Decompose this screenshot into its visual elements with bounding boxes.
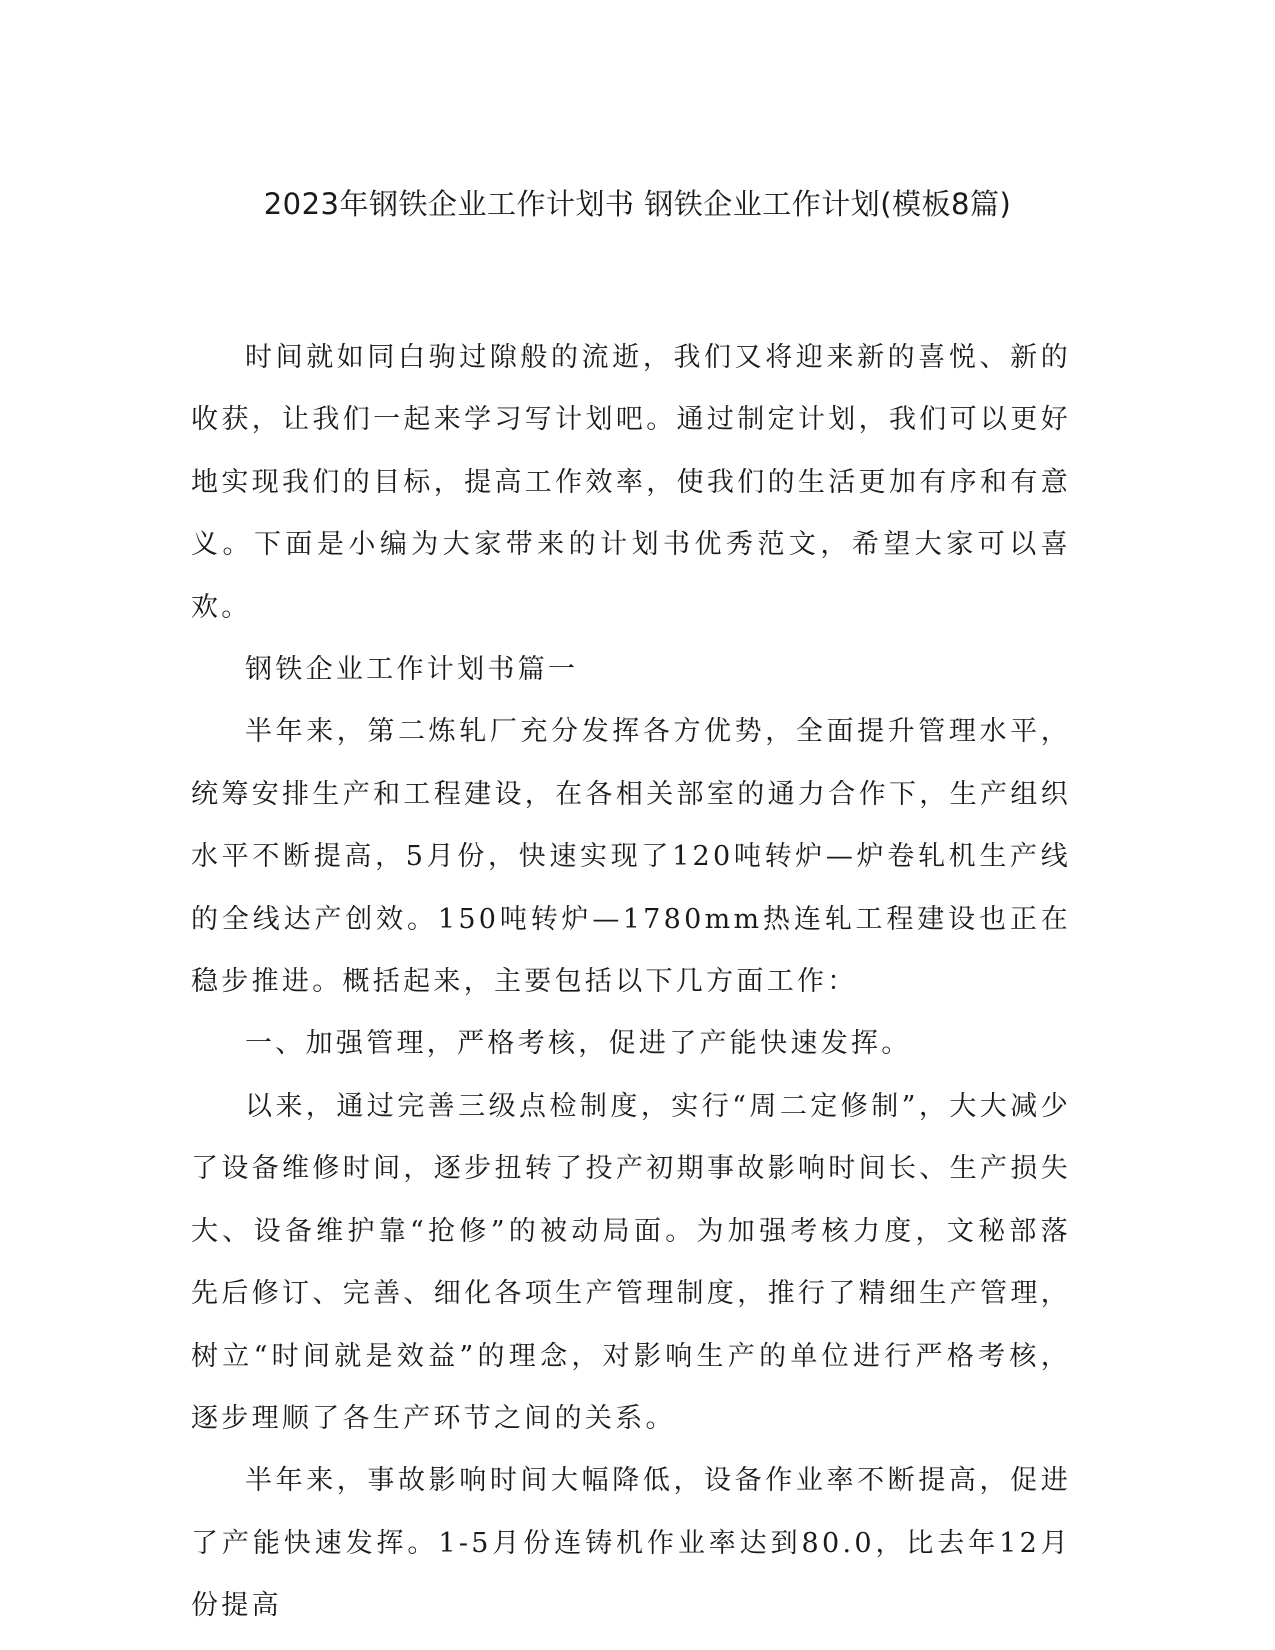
paragraph-results: 半年来，事故影响时间大幅降低，设备作业率不断提高，促进了产能快速发挥。1-5月份连铸机作业率达到80.0，比去年12月份提高 <box>191 1465 1071 1622</box>
subheading-management: 一、加强管理，严格考核，促进了产能快速发挥。 <box>245 1028 912 1060</box>
paragraph-intro: 时间就如同白驹过隙般的流逝，我们又将迎来新的喜悦、新的收获，让我们一起来学习写计划吧。通过制定计划，我们可以更好地实现我们的目标，提高工作效率，使我们的生活更加有序和有意义。下面是小编为大家带来的计划书优秀范文，希望大家可以喜欢。 <box>191 342 1071 623</box>
document-title: 2023年钢铁企业工作计划书 钢铁企业工作计划(模板8篇) <box>263 187 1012 221</box>
document-body <box>191 327 1071 1638</box>
section-heading: 钢铁企业工作计划书篇一 <box>245 654 579 686</box>
paragraph-management: 以来，通过完善三级点检制度，实行“周二定修制”，大大减少了设备维修时间，逐步扭转了投产初期事故影响时间长、生产损失大、设备维护靠“抢修”的被动局面。为加强考核力度，文秘部落先后修订、完善、细化各项生产管理制度，推行了精细生产管理，树立“时间就是效益”的理念，对影响生产的单位进行严格考核，逐步理顺了各生产环节之间的关系。 <box>191 1090 1071 1434</box>
paragraph-overview: 半年来，第二炼轧厂充分发挥各方优势，全面提升管理水平，统筹安排生产和工程建设，在各相关部室的通力合作下，生产组织水平不断提高，5月份，快速实现了120吨转炉—炉卷轧机生产线的全线达产创效。150吨转炉—1780mm热连轧工程建设也正在稳步推进。概括起来，主要包括以下几方面工作： <box>191 716 1071 998</box>
